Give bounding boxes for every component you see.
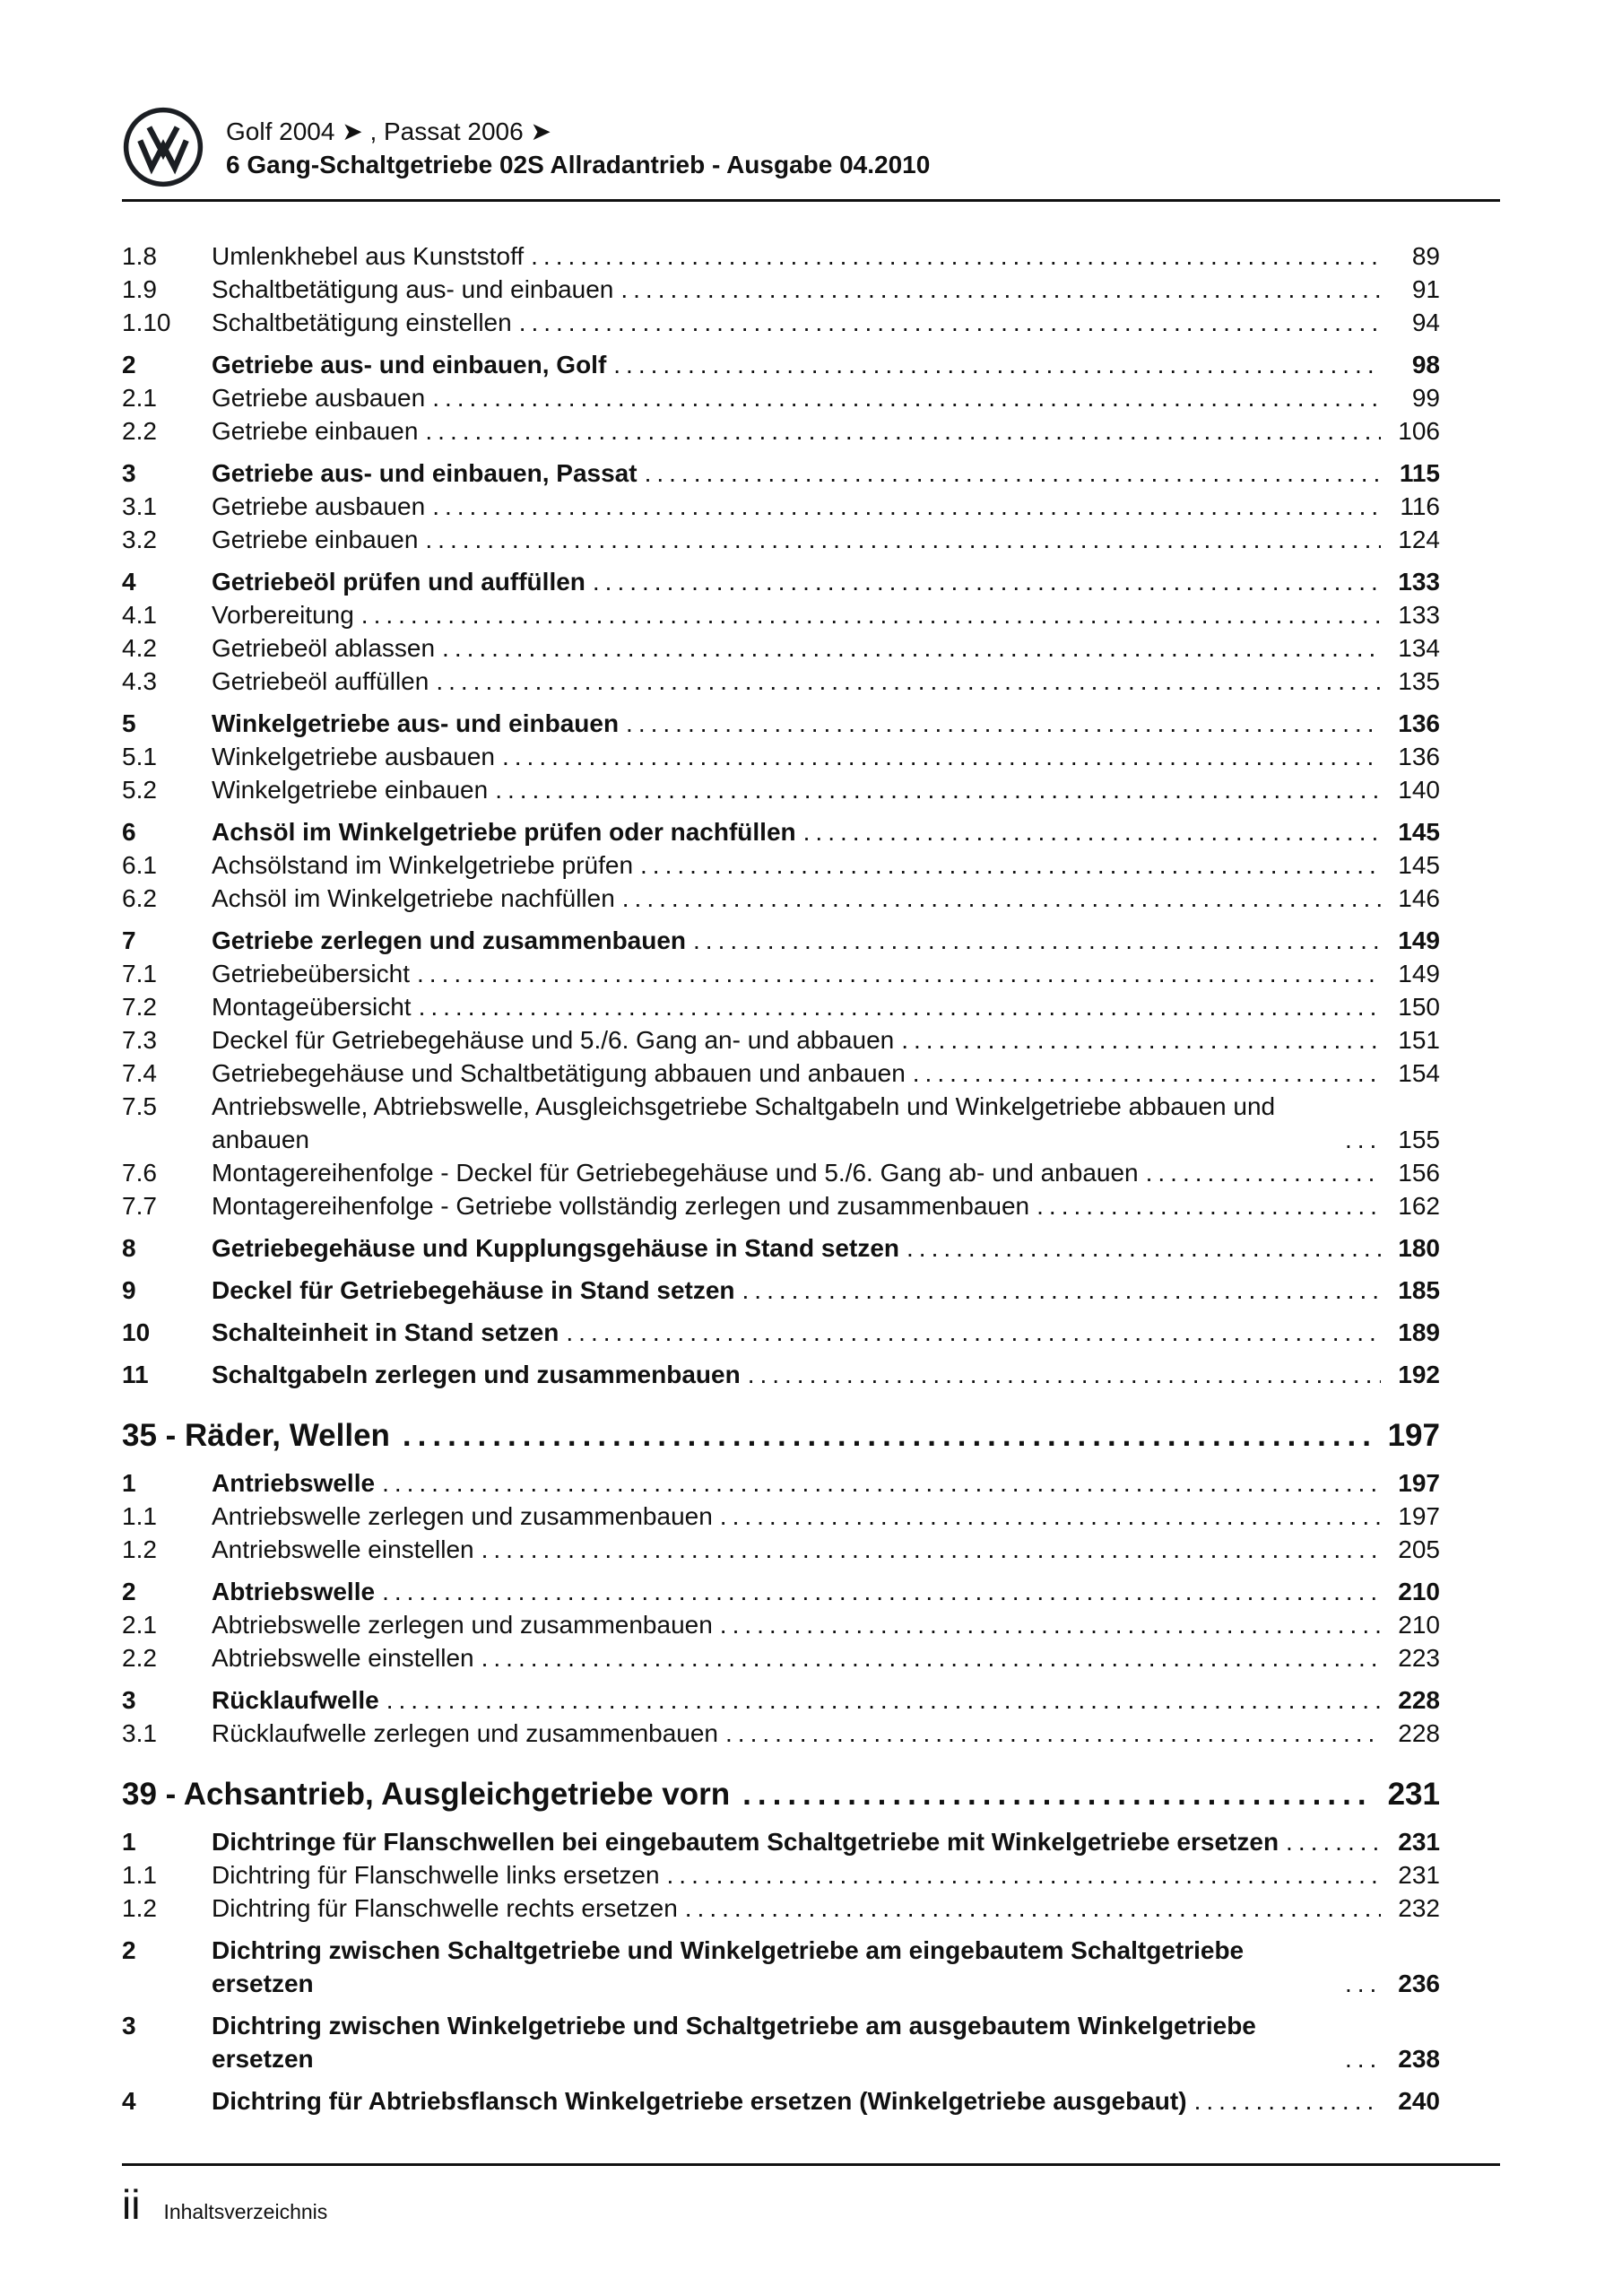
leader-dots [495, 773, 1381, 806]
toc-entry-body [212, 1575, 1440, 1608]
toc-entry-number: 7.7 [122, 1192, 157, 1220]
toc-entry-row [122, 1683, 1440, 1717]
toc-entry-body [212, 1189, 1440, 1222]
toc-entry-number: 1.1 [122, 1861, 157, 1889]
toc-entry-title: Getriebegehäuse und Schaltbetätigung abbauen und anbauen [212, 1059, 906, 1087]
toc-page-number: 197 [1398, 1469, 1440, 1497]
toc-page-number: 89 [1411, 242, 1440, 270]
toc-entry-row [122, 1316, 1440, 1349]
toc-entry-row [122, 2084, 1440, 2118]
toc-page-number: 236 [1398, 1970, 1440, 1997]
toc-page-number: 149 [1398, 960, 1440, 987]
toc-entry-body [212, 1858, 1440, 1892]
toc-page-number: 149 [1398, 926, 1440, 954]
footer-divider [122, 2163, 1500, 2166]
toc-entry-number: 3 [122, 2012, 136, 2039]
toc-page-number: 180 [1398, 1234, 1440, 1262]
toc-entry-body [212, 523, 1440, 556]
toc-page-number: 106 [1398, 417, 1440, 445]
toc-page-number: 162 [1398, 1192, 1440, 1220]
leader-dots [613, 348, 1381, 381]
toc-page-number: 124 [1398, 526, 1440, 553]
chapter-heading-row [122, 1775, 1440, 1814]
toc-page-number: 116 [1400, 492, 1440, 520]
toc-page-number: 156 [1398, 1159, 1440, 1187]
footer-row [122, 2182, 1500, 2227]
toc-entry-row [122, 1274, 1440, 1307]
toc-entry-title: Dichtring für Flanschwelle links ersetzen [212, 1861, 660, 1889]
toc-entry-title: Antriebswelle einstellen [212, 1535, 474, 1563]
page-header [122, 106, 1500, 188]
toc-entry-title: Getriebe einbauen [212, 417, 419, 445]
toc-page-number: 197 [1398, 1502, 1440, 1530]
toc-entry-body [212, 273, 1440, 306]
toc-entry-number: 10 [122, 1318, 151, 1346]
toc-entry-row [122, 1156, 1440, 1189]
toc-page-number: 205 [1398, 1535, 1440, 1563]
toc-page-number: 115 [1399, 459, 1440, 487]
toc-entry-title: Dichtring für Flanschwelle rechts ersetzen [212, 1894, 678, 1922]
toc-entry-title: Getriebegehäuse und Kupplungsgehäuse in Stand setzen [212, 1234, 900, 1262]
toc-page-number: 145 [1398, 818, 1440, 846]
toc-entry-title: Deckel für Getriebegehäuse und 5./6. Gang an- und abbauen [212, 1026, 895, 1054]
toc-entry-title: Vorbereitung [212, 601, 354, 629]
toc [122, 239, 1440, 2118]
toc-entry-row [122, 457, 1440, 490]
leader-dots [1146, 1156, 1381, 1189]
toc-entry-title: Winkelgetriebe einbauen [212, 776, 489, 804]
toc-page-number: 231 [1398, 1828, 1440, 1856]
toc-entry-title: Getriebe aus- und einbauen, Golf [212, 351, 607, 378]
toc-entry-number: 7.4 [122, 1059, 157, 1087]
toc-entry-body [212, 490, 1440, 523]
leader-dots [593, 565, 1381, 598]
toc-entry-body [212, 598, 1440, 631]
toc-entry-number: 7.1 [122, 960, 157, 987]
toc-page-number: 91 [1411, 275, 1440, 303]
leader-dots [742, 1274, 1381, 1307]
toc-entry-number: 2.1 [122, 1611, 157, 1639]
toc-entry-body [212, 239, 1440, 273]
toc-entry-number: 4 [122, 2087, 136, 2115]
leader-dots [693, 924, 1381, 957]
leader-dots [725, 1717, 1381, 1750]
toc-page-number: 228 [1398, 1686, 1440, 1714]
leader-dots [913, 1057, 1381, 1090]
toc-entry-body [212, 665, 1440, 698]
toc-page-number: 192 [1398, 1361, 1440, 1388]
toc-entry-row [122, 273, 1440, 306]
toc-entry-number: 7.6 [122, 1159, 157, 1187]
toc-entry-body [212, 1231, 1440, 1265]
footer-label: Inhaltsverzeichnis [163, 2200, 328, 2223]
toc-entry-body [212, 1934, 1440, 2000]
toc-entry-title: Montagereihenfolge - Deckel für Getriebegehäuse und 5./6. Gang ab- und anbauen [212, 1159, 1139, 1187]
toc-entry-row [122, 957, 1440, 990]
toc-entry-number: 4.3 [122, 667, 157, 695]
toc-page-number: 154 [1398, 1059, 1440, 1087]
toc-entry-body [212, 1023, 1440, 1057]
toc-entry-number: 7.3 [122, 1026, 157, 1054]
leader-dots [645, 457, 1381, 490]
toc-entry-title: Getriebe ausbauen [212, 492, 426, 520]
leader-dots [906, 1231, 1381, 1265]
toc-page-number: 189 [1398, 1318, 1440, 1346]
leader-dots [425, 414, 1381, 448]
toc-entry-row [122, 1023, 1440, 1057]
toc-entry-title: Getriebeübersicht [212, 960, 411, 987]
toc-entry-title: Schalteinheit in Stand setzen [212, 1318, 559, 1346]
toc-entry-body [212, 348, 1440, 381]
toc-entry-number: 3.1 [122, 1719, 157, 1747]
toc-page-number: 240 [1398, 2087, 1440, 2115]
toc-entry-title: Deckel für Getriebegehäuse in Stand setzen [212, 1276, 735, 1304]
toc-entry-row [122, 665, 1440, 698]
leader-dots [626, 707, 1381, 740]
leader-dots [481, 1533, 1381, 1566]
toc-entry-number: 7.2 [122, 993, 157, 1021]
toc-entry-row [122, 2009, 1440, 2075]
toc-entry-number: 4.1 [122, 601, 157, 629]
toc-entry-number: 2 [122, 351, 136, 378]
toc-page-number: 146 [1398, 884, 1440, 912]
chapter-page-number: 231 [1387, 1777, 1440, 1812]
toc-entry-row [122, 1934, 1440, 2000]
toc-entry-number: 2.1 [122, 384, 157, 412]
leader-dots [519, 306, 1381, 339]
toc-entry-number: 4 [122, 568, 136, 596]
toc-page-number: 210 [1398, 1578, 1440, 1605]
toc-entry-row [122, 1466, 1440, 1500]
toc-entry-body [212, 1057, 1440, 1090]
toc-entry-number: 5 [122, 709, 136, 737]
leader-dots [425, 523, 1381, 556]
leader-dots [1194, 2084, 1381, 2118]
toc-entry-number: 2 [122, 1578, 136, 1605]
leader-dots [432, 381, 1381, 414]
header-divider [122, 199, 1500, 202]
leader-dots [481, 1641, 1381, 1674]
toc-entry-row [122, 1231, 1440, 1265]
chapter-heading-row [122, 1416, 1440, 1456]
toc-entry-title: Schaltbetätigung einstellen [212, 309, 512, 336]
toc-page-number: 145 [1398, 851, 1440, 879]
toc-entry-body [212, 773, 1440, 806]
toc-entry-body [212, 1608, 1440, 1641]
toc-entry-title: Umlenkhebel aus Kunststoff [212, 242, 525, 270]
leader-dots [386, 1683, 1381, 1717]
leader-dots [417, 957, 1381, 990]
toc-entry-body [212, 381, 1440, 414]
vw-logo-icon [122, 106, 204, 188]
toc-page-number: 223 [1398, 1644, 1440, 1672]
toc-entry-row [122, 490, 1440, 523]
toc-entry-title: Getriebe einbauen [212, 526, 419, 553]
toc-entry-number: 1.1 [122, 1502, 157, 1530]
toc-entry-row [122, 348, 1440, 381]
leader-dots [1345, 1123, 1381, 1156]
toc-entry-row [122, 1358, 1440, 1391]
toc-entry-row [122, 1641, 1440, 1674]
toc-page-number: 150 [1398, 993, 1440, 1021]
toc-entry-title: Abtriebswelle [212, 1578, 376, 1605]
toc-entry-number: 8 [122, 1234, 136, 1262]
toc-page-number: 98 [1411, 351, 1440, 378]
toc-entry-number: 2 [122, 1936, 136, 1964]
toc-entry-body [212, 1466, 1440, 1500]
toc-page-number: 133 [1398, 601, 1440, 629]
toc-entry-body [212, 1358, 1440, 1391]
toc-page-number: 135 [1398, 667, 1440, 695]
leader-dots [720, 1608, 1381, 1641]
toc-entry-number: 1.9 [122, 275, 157, 303]
toc-entry-row [122, 381, 1440, 414]
toc-entry-title: Dichtring zwischen Winkelgetriebe und Schaltgetriebe am ausgebautem Winkelgetriebe ersetzen [212, 2012, 1256, 2073]
toc-entry-title: Rücklaufwelle zerlegen und zusammenbauen [212, 1719, 719, 1747]
toc-entry-row [122, 773, 1440, 806]
toc-entry-title: Achsöl im Winkelgetriebe prüfen oder nachfüllen [212, 818, 796, 846]
toc-entry-row [122, 239, 1440, 273]
toc-entry-title: Montageübersicht [212, 993, 412, 1021]
toc-entry-body [212, 707, 1440, 740]
leader-dots [361, 598, 1381, 631]
toc-page-number: 210 [1398, 1611, 1440, 1639]
leader-dots [436, 665, 1381, 698]
leader-dots [502, 740, 1381, 773]
toc-entry-title: Winkelgetriebe aus- und einbauen [212, 709, 620, 737]
toc-entry-body [212, 1090, 1440, 1156]
toc-entry-number: 1 [122, 1828, 136, 1856]
toc-entry-row [122, 740, 1440, 773]
leader-dots [1286, 1825, 1381, 1858]
toc-entry-row [122, 1858, 1440, 1892]
toc-page-number: 155 [1398, 1126, 1440, 1153]
header-text-block [226, 106, 930, 181]
toc-entry-row [122, 1892, 1440, 1925]
toc-entry-title: Dichtring für Abtriebsflansch Winkelgetriebe ersetzen (Winkelgetriebe ausgebaut) [212, 2087, 1187, 2115]
toc-entry-body [212, 631, 1440, 665]
toc-entry-row [122, 924, 1440, 957]
toc-entry-title: Getriebeöl auffüllen [212, 667, 429, 695]
toc-entry-body [212, 414, 1440, 448]
toc-entry-body [212, 882, 1440, 915]
leader-dots [748, 1358, 1381, 1391]
toc-entry-title: Dichtring zwischen Schaltgetriebe und Winkelgetriebe am eingebautem Schaltgetriebe ersetzen [212, 1936, 1245, 1997]
toc-entry-number: 3.2 [122, 526, 157, 553]
leader-dots [685, 1892, 1381, 1925]
toc-entry-title: Achsöl im Winkelgetriebe nachfüllen [212, 884, 615, 912]
toc-entry-title: Dichtringe für Flanschwellen bei eingebautem Schaltgetriebe mit Winkelgetriebe ersetzen [212, 1828, 1279, 1856]
leader-dots [442, 631, 1381, 665]
toc-entry-number: 1.2 [122, 1894, 157, 1922]
toc-entry-row [122, 1057, 1440, 1090]
toc-page-number: 99 [1411, 384, 1440, 412]
toc-entry-title: Getriebe zerlegen und zusammenbauen [212, 926, 687, 954]
toc-entry-body [212, 1892, 1440, 1925]
toc-entry-number: 4.2 [122, 634, 157, 662]
toc-entry-row [122, 1533, 1440, 1566]
toc-entry-row [122, 990, 1440, 1023]
toc-entry-body [212, 1156, 1440, 1189]
toc-entry-body [212, 2084, 1440, 2118]
toc-entry-body [212, 1533, 1440, 1566]
toc-entry-title: Getriebe aus- und einbauen, Passat [212, 459, 638, 487]
toc-entry-title: Abtriebswelle zerlegen und zusammenbauen [212, 1611, 713, 1639]
leader-dots [901, 1023, 1381, 1057]
chapter-heading-label: 35 - Räder, Wellen [122, 1418, 390, 1453]
toc-entry-title: Getriebeöl ablassen [212, 634, 436, 662]
toc-entry-number: 3 [122, 459, 136, 487]
toc-entry-body [212, 1274, 1440, 1307]
leader-dots [1037, 1189, 1381, 1222]
toc-entry-body [212, 1683, 1440, 1717]
toc-entry-title: Winkelgetriebe ausbauen [212, 743, 495, 770]
header-subtitle-line: 6 Gang-Schaltgetriebe 02S Allradantrieb - Ausgabe 04.2010 [226, 151, 931, 178]
toc-entry-title: Antriebswelle [212, 1469, 376, 1497]
toc-page-number: 232 [1398, 1894, 1440, 1922]
toc-entry-number: 1 [122, 1469, 136, 1497]
toc-entry-number: 7.5 [122, 1092, 157, 1120]
toc-entry-title: Rücklaufwelle [212, 1686, 379, 1714]
header-model-line: Golf 2004 ➤ , Passat 2006 ➤ [226, 117, 551, 145]
toc-entry-body [212, 1641, 1440, 1674]
toc-entry-body [212, 924, 1440, 957]
toc-entry-number: 2.2 [122, 1644, 157, 1672]
toc-entry-body [212, 565, 1440, 598]
toc-entry-body [212, 457, 1440, 490]
leader-dots [620, 273, 1381, 306]
toc-entry-body [212, 306, 1440, 339]
leader-dots [1345, 1967, 1381, 2000]
chapter-heading-label: 39 - Achsantrieb, Ausgleichgetriebe vorn [122, 1777, 731, 1812]
toc-page-number: 94 [1411, 309, 1440, 336]
toc-entry-row [122, 1189, 1440, 1222]
toc-entry-body [212, 815, 1440, 848]
toc-page-number: 136 [1398, 709, 1440, 737]
page-footer [122, 2163, 1500, 2227]
toc-entry-body [212, 990, 1440, 1023]
leader-dots [403, 1416, 1372, 1456]
toc-page-number: 231 [1398, 1861, 1440, 1889]
leader-dots [566, 1316, 1381, 1349]
toc-entry-body [212, 957, 1440, 990]
toc-entry-body [212, 1717, 1440, 1750]
toc-entry-row [122, 815, 1440, 848]
toc-entry-number: 2.2 [122, 417, 157, 445]
toc-entry-body [212, 1316, 1440, 1349]
toc-entry-number: 3 [122, 1686, 136, 1714]
toc-entry-row [122, 414, 1440, 448]
toc-entry-number: 1.2 [122, 1535, 157, 1563]
toc-entry-title: Schaltbetätigung aus- und einbauen [212, 275, 614, 303]
toc-page-number: 185 [1398, 1276, 1440, 1304]
leader-dots [1345, 2042, 1381, 2075]
toc-entry-row [122, 631, 1440, 665]
toc-entry-number: 7 [122, 926, 136, 954]
toc-entry-title: Getriebeöl prüfen und auffüllen [212, 568, 585, 596]
toc-page-number: 133 [1398, 568, 1440, 596]
toc-entry-body [212, 1500, 1440, 1533]
leader-dots [742, 1775, 1372, 1814]
toc-entry-row [122, 565, 1440, 598]
toc-entry-row [122, 1575, 1440, 1608]
toc-entry-row [122, 598, 1440, 631]
toc-entry-body [212, 1825, 1440, 1858]
toc-entry-body [212, 740, 1440, 773]
toc-page-number: 140 [1398, 776, 1440, 804]
leader-dots [382, 1466, 1381, 1500]
leader-dots [803, 815, 1381, 848]
toc-entry-title: Achsölstand im Winkelgetriebe prüfen [212, 851, 634, 879]
leader-dots [640, 848, 1381, 882]
toc-page-number: 151 [1398, 1026, 1440, 1054]
leader-dots [531, 239, 1381, 273]
toc-entry-body [212, 848, 1440, 882]
leader-dots [667, 1858, 1381, 1892]
toc-page-number: 228 [1398, 1719, 1440, 1747]
toc-entry-number: 6 [122, 818, 136, 846]
toc-entry-row [122, 523, 1440, 556]
toc-entry-row [122, 707, 1440, 740]
toc-entry-number: 9 [122, 1276, 136, 1304]
toc-entry-row [122, 1717, 1440, 1750]
toc-entry-number: 1.10 [122, 309, 171, 336]
leader-dots [622, 882, 1381, 915]
footer-page-number: ii [122, 2181, 141, 2228]
toc-entry-number: 6.1 [122, 851, 157, 879]
toc-entry-number: 5.1 [122, 743, 157, 770]
toc-entry-body [212, 2009, 1440, 2075]
toc-entry-title: Getriebe ausbauen [212, 384, 426, 412]
toc-entry-title: Antriebswelle zerlegen und zusammenbauen [212, 1502, 713, 1530]
leader-dots [720, 1500, 1381, 1533]
toc-entry-title: Antriebswelle, Abtriebswelle, Ausgleichsgetriebe Schaltgabeln und Winkelgetriebe abbauen und anbauen [212, 1092, 1276, 1153]
toc-entry-row [122, 306, 1440, 339]
toc-entry-row [122, 848, 1440, 882]
toc-entry-title: Schaltgabeln zerlegen und zusammenbauen [212, 1361, 741, 1388]
toc-entry-number: 3.1 [122, 492, 157, 520]
toc-entry-title: Montagereihenfolge - Getriebe vollständig zerlegen und zusammenbauen [212, 1192, 1030, 1220]
leader-dots [419, 990, 1381, 1023]
toc-page-number: 134 [1398, 634, 1440, 662]
toc-entry-number: 1.8 [122, 242, 157, 270]
toc-entry-row [122, 1608, 1440, 1641]
toc-entry-number: 11 [122, 1361, 149, 1388]
toc-entry-number: 6.2 [122, 884, 157, 912]
toc-entry-row [122, 1825, 1440, 1858]
leader-dots [382, 1575, 1381, 1608]
toc-entry-row [122, 1090, 1440, 1156]
toc-entry-number: 5.2 [122, 776, 157, 804]
toc-page-number: 136 [1398, 743, 1440, 770]
toc-entry-row [122, 882, 1440, 915]
chapter-page-number: 197 [1387, 1418, 1440, 1453]
toc-page-number: 238 [1398, 2045, 1440, 2073]
toc-entry-title: Abtriebswelle einstellen [212, 1644, 474, 1672]
leader-dots [432, 490, 1381, 523]
toc-entry-row [122, 1500, 1440, 1533]
